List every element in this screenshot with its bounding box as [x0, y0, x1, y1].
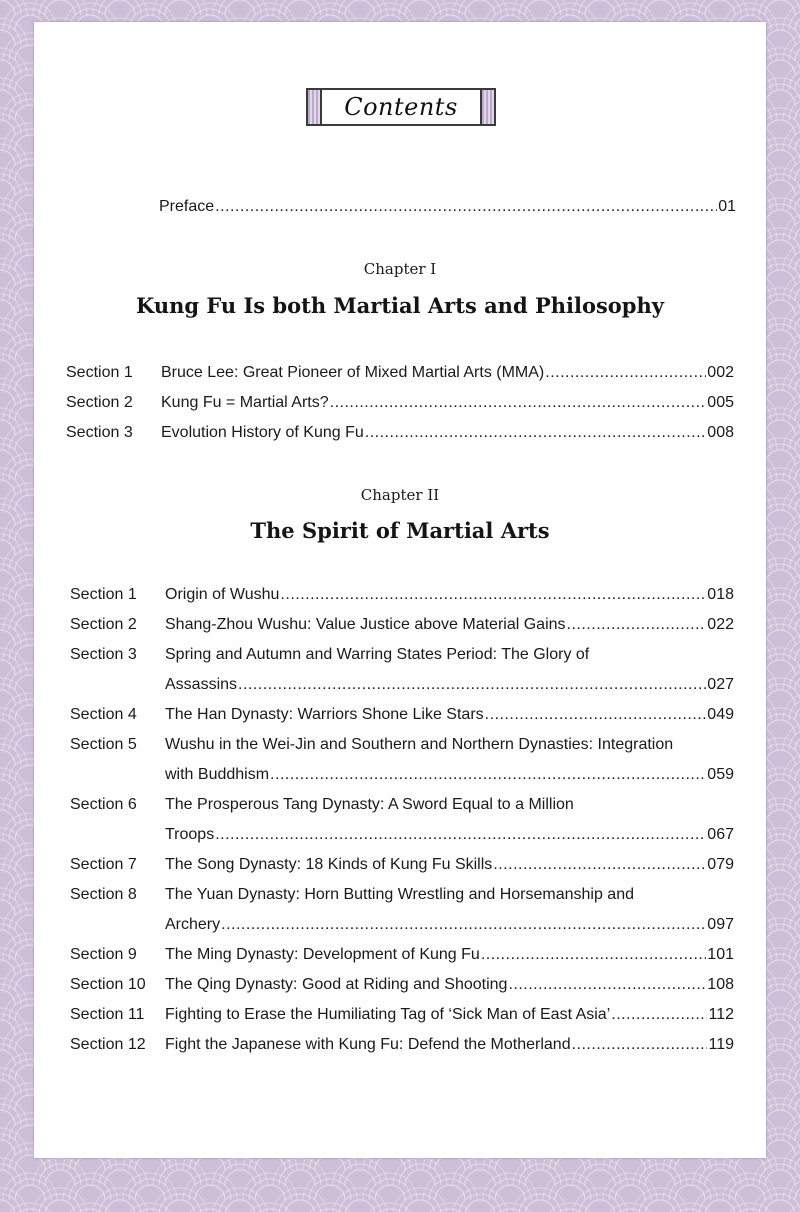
toc-entry-title: Fighting to Erase the Humiliating Tag of ‘Sick Man of East Asia’ [165, 1006, 611, 1023]
section-number: Section 9 [70, 946, 137, 963]
toc-entry-title: The Yuan Dynasty: Horn Butting Wrestling and Horsemanship and [165, 886, 634, 903]
toc-entry-page: 079 [707, 856, 734, 873]
toc-entry[interactable] [66, 364, 734, 382]
section-number: Section 8 [70, 886, 137, 903]
section-number: Section 4 [70, 706, 137, 723]
leader-dots [270, 766, 706, 784]
toc-entry-continuation[interactable] [165, 916, 734, 934]
toc-entry-title: Shang-Zhou Wushu: Value Justice above Material Gains [165, 616, 566, 633]
section-number: Section 2 [66, 394, 133, 411]
section-number: Section 12 [70, 1036, 146, 1053]
section-number: Section 11 [70, 1006, 145, 1023]
toc-entry[interactable] [70, 586, 734, 604]
toc-entry-page: 101 [707, 946, 734, 963]
heading-ornament-left [308, 90, 322, 124]
section-number: Section 1 [66, 364, 133, 381]
toc-entry-title: Spring and Autumn and Warring States Period: The Glory of [165, 646, 590, 663]
leader-dots [545, 364, 706, 382]
toc-entry-page: 005 [707, 394, 734, 411]
toc-entry-title: Kung Fu = Martial Arts? [161, 394, 329, 411]
toc-entry-title-continued: with Buddhism [165, 766, 270, 783]
toc-entry-page: 049 [707, 706, 734, 723]
toc-entry[interactable] [70, 796, 734, 814]
heading-ornament-right [480, 90, 494, 124]
contents-heading-box [306, 88, 496, 126]
toc-entry-title: Fight the Japanese with Kung Fu: Defend the Motherland [165, 1036, 571, 1053]
toc-entry-title: Wushu in the Wei-Jin and Southern and Northern Dynasties: Integration [165, 736, 674, 753]
leader-dots [485, 706, 707, 724]
toc-entry-title: Preface [159, 198, 215, 215]
chapter-label: Chapter I [363, 260, 437, 278]
toc-entry[interactable] [70, 976, 734, 994]
leader-dots [280, 586, 706, 604]
toc-entry-preface[interactable] [159, 198, 736, 216]
leader-dots [493, 856, 706, 874]
contents-heading: Contents [344, 93, 458, 121]
toc-entry-continuation[interactable] [165, 826, 734, 844]
chapter-title: The Spirit of Martial Arts [250, 518, 550, 543]
leader-dots [365, 424, 707, 442]
toc-entry-page: 018 [707, 586, 734, 603]
toc-entry-title: Bruce Lee: Great Pioneer of Mixed Martial Arts (MMA) [161, 364, 545, 381]
toc-entry-title-continued: Assassins [165, 676, 238, 693]
toc-entry-page: 022 [707, 616, 734, 633]
leader-dots [567, 616, 707, 634]
toc-entry-page: 059 [707, 766, 734, 783]
toc-entry-page: 01 [718, 198, 736, 215]
toc-entry-page: 002 [707, 364, 734, 381]
toc-entry-page: 097 [707, 916, 734, 933]
leader-dots [215, 826, 706, 844]
toc-entry[interactable] [70, 646, 734, 664]
toc-entry[interactable] [70, 1036, 734, 1054]
section-number: Section 7 [70, 856, 137, 873]
toc-entry-page: 119 [708, 1036, 734, 1053]
toc-entry-title: The Han Dynasty: Warriors Shone Like Stars [165, 706, 484, 723]
leader-dots [481, 946, 706, 964]
toc-entry[interactable] [70, 946, 734, 964]
leader-dots [238, 676, 706, 694]
toc-entry-page: 108 [707, 976, 734, 993]
toc-entry-page: 027 [707, 676, 734, 693]
book-page [34, 22, 766, 1158]
section-number: Section 2 [70, 616, 137, 633]
section-number: Section 5 [70, 736, 137, 753]
section-number: Section 10 [70, 976, 146, 993]
toc-entry[interactable] [70, 616, 734, 634]
leader-dots [330, 394, 707, 412]
leader-dots [508, 976, 706, 994]
toc-entry-page: 067 [707, 826, 734, 843]
toc-entry-continuation[interactable] [165, 676, 734, 694]
toc-entry-title-continued: Troops [165, 826, 215, 843]
toc-entry-title: The Ming Dynasty: Development of Kung Fu [165, 946, 480, 963]
toc-entry[interactable] [70, 856, 734, 874]
toc-entry[interactable] [66, 394, 734, 412]
toc-entry-title: Evolution History of Kung Fu [161, 424, 364, 441]
chapter-title: Kung Fu Is both Martial Arts and Philosophy [136, 293, 664, 318]
leader-dots [215, 198, 717, 216]
section-number: Section 6 [70, 796, 137, 813]
toc-entry-title: The Song Dynasty: 18 Kinds of Kung Fu Skills [165, 856, 493, 873]
chapter-label: Chapter II [360, 486, 440, 504]
leader-dots [611, 1006, 707, 1024]
section-number: Section 3 [66, 424, 133, 441]
toc-entry-title-continued: Archery [165, 916, 221, 933]
toc-entry[interactable] [70, 706, 734, 724]
toc-entry-title: The Qing Dynasty: Good at Riding and Shooting [165, 976, 508, 993]
toc-entry[interactable] [70, 886, 734, 904]
toc-entry-page: 008 [707, 424, 734, 441]
toc-entry[interactable] [66, 424, 734, 442]
section-number: Section 1 [70, 586, 137, 603]
toc-entry-title: Origin of Wushu [165, 586, 280, 603]
toc-entry-title: The Prosperous Tang Dynasty: A Sword Equal to a Million [165, 796, 574, 813]
toc-entry-page: 112 [708, 1006, 734, 1023]
toc-entry[interactable] [70, 1006, 734, 1024]
section-number: Section 3 [70, 646, 137, 663]
leader-dots [572, 1036, 708, 1054]
toc-entry[interactable] [70, 736, 734, 754]
leader-dots [221, 916, 706, 934]
toc-entry-continuation[interactable] [165, 766, 734, 784]
